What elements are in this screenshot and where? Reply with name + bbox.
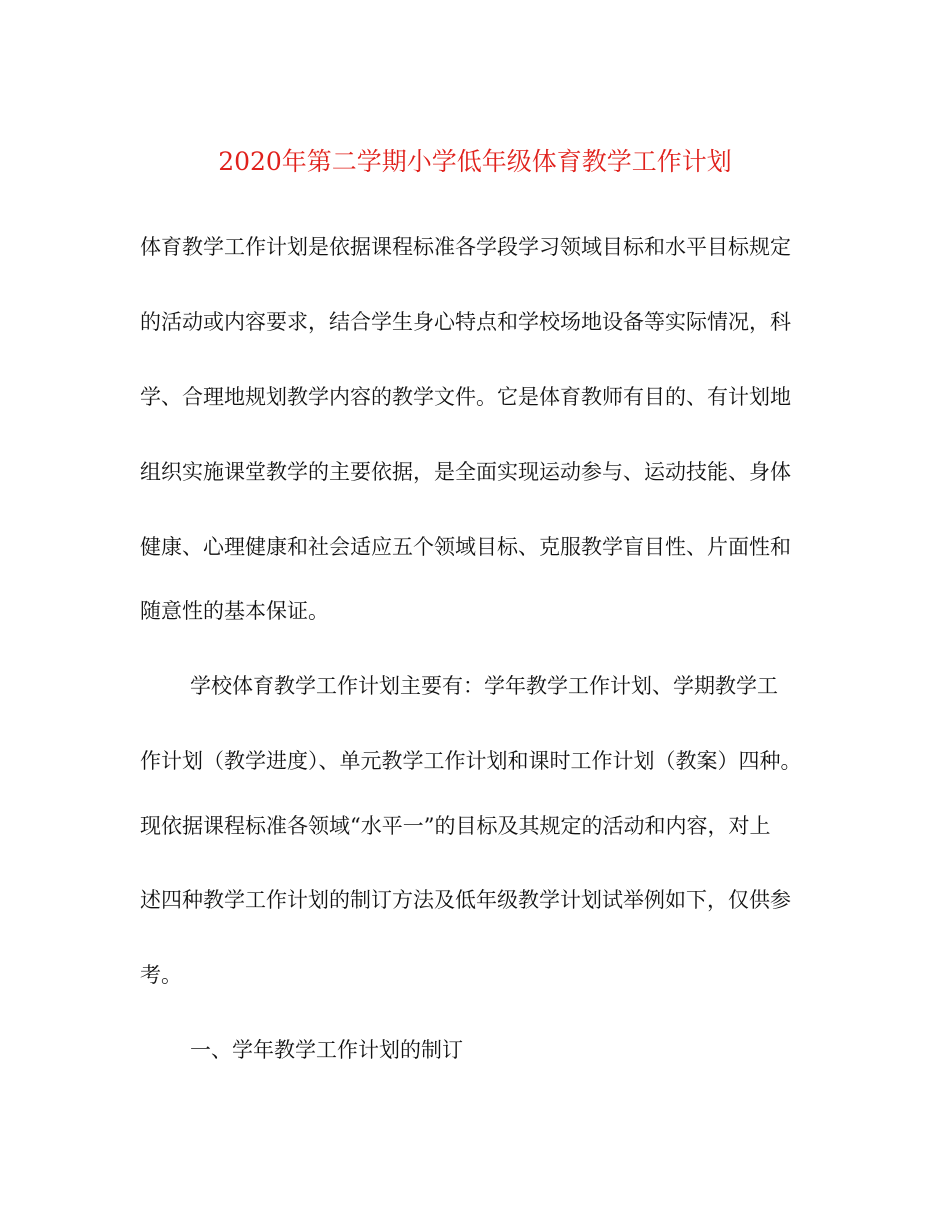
paragraph-2-line: 作计划（教学进度）、单元教学工作计划和课时工作计划（教案）四种。 — [140, 749, 802, 773]
section-heading: 一、学年教学工作计划的制订 — [190, 1038, 463, 1062]
paragraph-2-line: 述四种教学工作计划的制订方法及低年级教学计划试举例如下，仅供参 — [140, 888, 791, 912]
paragraph-2-line: 现依据课程标准各领域“水平一”的目标及其规定的活动和内容，对上 — [140, 814, 771, 838]
paragraph-2-line: 考。 — [140, 963, 182, 987]
paragraph-1-line: 健康、心理健康和社会适应五个领域目标、克服教学盲目性、片面性和 — [140, 535, 791, 559]
paragraph-1-line: 体育教学工作计划是依据课程标准各学段学习领域目标和水平目标规定 — [140, 235, 791, 259]
paragraph-1-line: 学、合理地规划教学内容的教学文件。它是体育教师有目的、有计划地 — [140, 385, 791, 409]
paragraph-1-line: 组织实施课堂教学的主要依据，是全面实现运动参与、运动技能、身体 — [140, 460, 791, 484]
paragraph-1-line: 的活动或内容要求，结合学生身心特点和学校场地设备等实际情况，科 — [140, 310, 791, 334]
paragraph-2-line: 学校体育教学工作计划主要有：学年教学工作计划、学期教学工 — [190, 674, 778, 698]
document-title: 2020年第二学期小学低年级体育教学工作计划 — [218, 147, 732, 176]
paragraph-1-line: 随意性的基本保证。 — [140, 599, 329, 623]
